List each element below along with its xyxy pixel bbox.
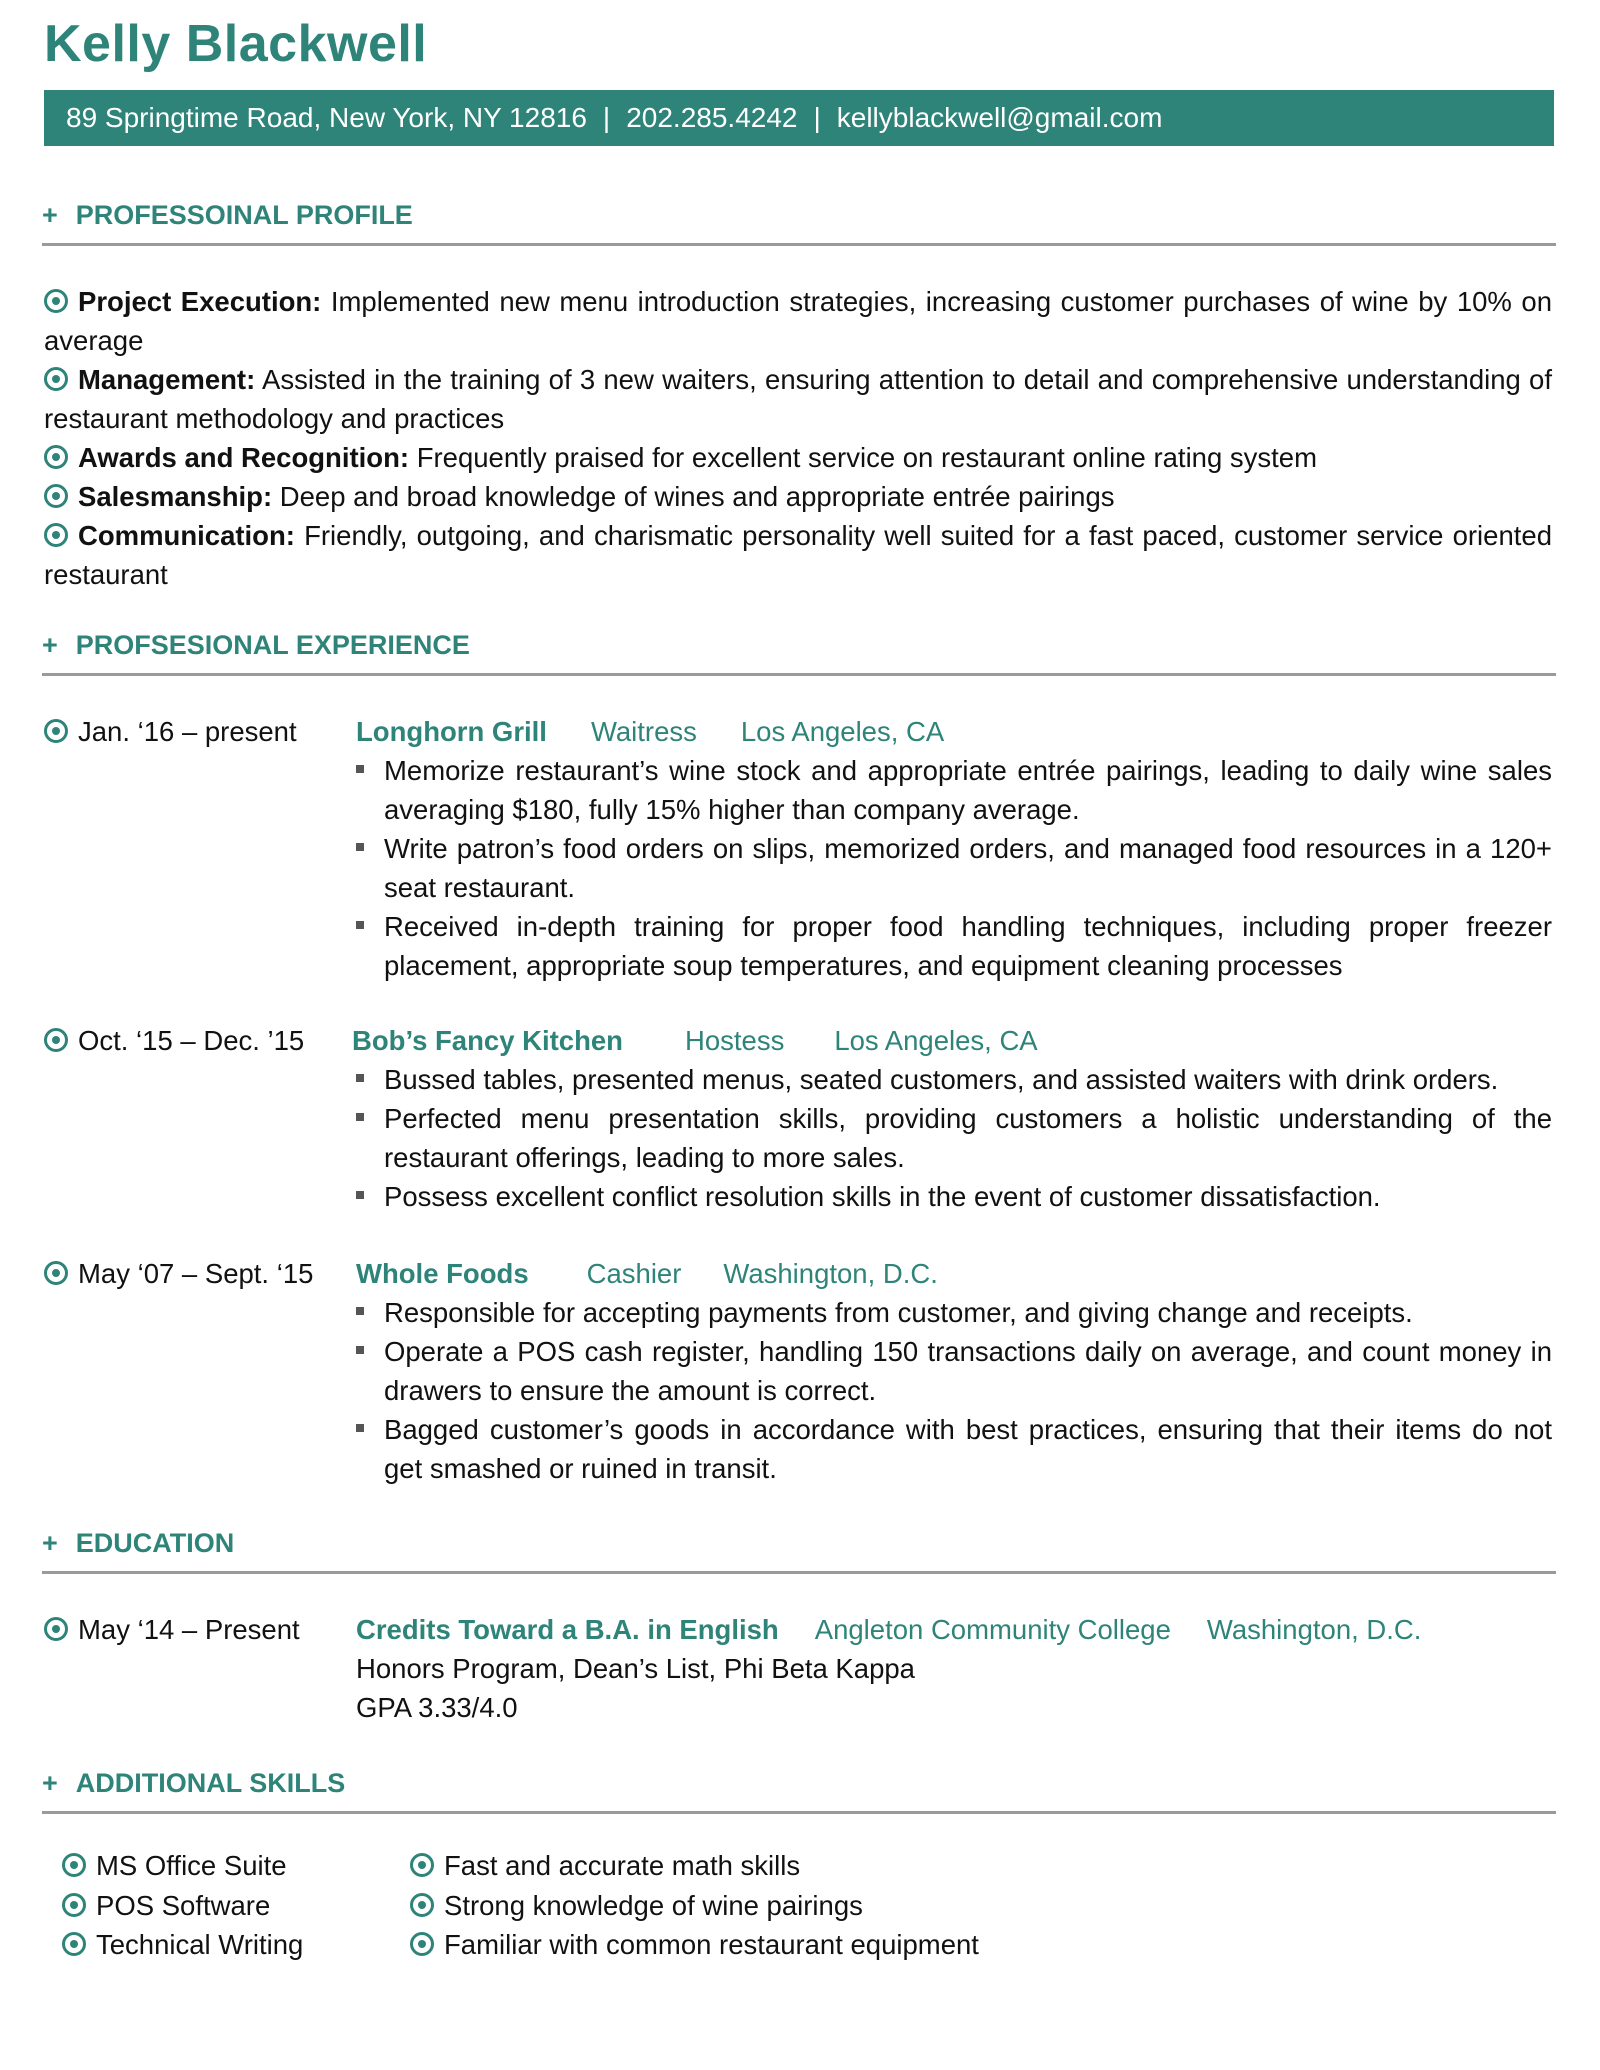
job-header — [352, 1021, 1038, 1060]
skill-item: MS Office Suite — [62, 1846, 303, 1886]
skills-list-left — [62, 1846, 303, 1965]
profile-item — [44, 438, 1552, 477]
phone: 202.285.4242 — [626, 102, 798, 133]
job-role: Hostess — [684, 1025, 785, 1056]
list-item: Bagged customer’s goods in accordance with best practices, ensuring that their items do not get smashed or ruined in transit. — [352, 1410, 1552, 1488]
target-bullet-icon — [44, 289, 68, 313]
profile-item — [44, 477, 1552, 516]
list-item: Possess excellent conflict resolution skills in the event of customer dissatisfaction. — [352, 1177, 1552, 1216]
skills-list-right — [410, 1846, 979, 1965]
plus-icon: + — [42, 630, 58, 660]
target-bullet-icon — [44, 367, 68, 391]
job-dates: May ‘07 – Sept. ‘15 — [44, 1254, 313, 1293]
address: 89 Springtime Road, New York, NY 12816 — [66, 102, 587, 133]
target-bullet-icon — [44, 1028, 68, 1052]
job-dates: Jan. ‘16 – present — [44, 712, 297, 751]
profile-label: Salesmanship: — [78, 481, 273, 512]
target-bullet-icon — [410, 1853, 434, 1877]
education-gpa: GPA 3.33/4.0 — [356, 1692, 518, 1723]
square-bullet-icon — [356, 1346, 364, 1354]
education-details — [356, 1649, 915, 1727]
job-location: Los Angeles, CA — [834, 1025, 1038, 1056]
section-heading-experience — [42, 630, 1556, 676]
square-bullet-icon — [356, 1307, 364, 1315]
target-bullet-icon — [44, 1261, 68, 1285]
list-item: Bussed tables, presented menus, seated customers, and assisted waiters with drink orders. — [352, 1060, 1552, 1099]
section-title: EDUCATION — [75, 1528, 235, 1558]
target-bullet-icon — [44, 484, 68, 508]
job-org: Bob’s Fancy Kitchen — [352, 1025, 623, 1056]
skill-item: Technical Writing — [62, 1925, 303, 1965]
job-org: Longhorn Grill — [356, 716, 547, 747]
email[interactable]: kellyblackwell@gmail.com — [836, 102, 1163, 133]
profile-item — [44, 282, 1552, 360]
target-bullet-icon — [44, 523, 68, 547]
target-bullet-icon — [62, 1932, 86, 1956]
square-bullet-icon — [356, 765, 364, 773]
job-role: Cashier — [586, 1258, 682, 1289]
plus-icon: + — [42, 200, 58, 230]
list-item: Operate a POS cash register, handling 150 transactions daily on average, and count money in drawers to ensure the amount is correct. — [352, 1332, 1552, 1410]
list-item: Perfected menu presentation skills, providing customers a holistic understanding of the restaurant offerings, leading to more sales. — [352, 1099, 1552, 1177]
job-location: Los Angeles, CA — [740, 716, 945, 747]
job-bullets — [352, 1293, 1552, 1488]
profile-list — [44, 282, 1552, 594]
profile-text: Deep and broad knowledge of wines and appropriate entrée pairings — [272, 481, 1115, 512]
education-dates: May ‘14 – Present — [44, 1610, 300, 1649]
profile-text: Implemented new menu introduction strategies, increasing customer purchases of wine by 10% on average — [44, 286, 1552, 356]
plus-icon: + — [42, 1768, 58, 1798]
section-title: PROFSESIONAL EXPERIENCE — [75, 630, 470, 660]
section-heading-education — [42, 1528, 1556, 1574]
target-bullet-icon — [44, 719, 68, 743]
section-heading-profile — [42, 200, 1556, 246]
profile-text: Friendly, outgoing, and charismatic personality well suited for a fast paced, customer service oriented restaurant — [44, 520, 1552, 590]
education-location: Washington, D.C. — [1206, 1614, 1422, 1645]
profile-text: Assisted in the training of 3 new waiters, ensuring attention to detail and comprehensive understanding of restaurant methodology and practices — [44, 364, 1552, 434]
profile-label: Management: — [78, 364, 256, 395]
skill-item: Familiar with common restaurant equipment — [410, 1925, 979, 1965]
job-org: Whole Foods — [356, 1258, 529, 1289]
square-bullet-icon — [356, 1074, 364, 1082]
profile-text: Frequently praised for excellent service on restaurant online rating system — [409, 442, 1318, 473]
job-bullets — [352, 1060, 1552, 1216]
job-bullets — [352, 751, 1552, 985]
job-role: Waitress — [590, 716, 697, 747]
education-degree: Credits Toward a B.A. in English — [356, 1614, 779, 1645]
job-dates: Oct. ‘15 – Dec. ’15 — [44, 1021, 304, 1060]
target-bullet-icon — [44, 445, 68, 469]
list-item: Memorize restaurant’s wine stock and appropriate entrée pairings, leading to daily wine sales averaging $180, fully 15% higher than company average. — [352, 751, 1552, 829]
target-bullet-icon — [62, 1853, 86, 1877]
section-heading-skills — [42, 1768, 1556, 1814]
target-bullet-icon — [410, 1893, 434, 1917]
skill-item: Strong knowledge of wine pairings — [410, 1886, 979, 1926]
list-item: Responsible for accepting payments from customer, and giving change and receipts. — [352, 1293, 1552, 1332]
target-bullet-icon — [44, 1617, 68, 1641]
education-school: Angleton Community College — [814, 1614, 1171, 1645]
profile-label: Project Execution: — [78, 286, 322, 317]
candidate-name: Kelly Blackwell — [44, 15, 428, 73]
job-header — [356, 712, 944, 751]
list-item: Write patron’s food orders on slips, memorized orders, and managed food resources in a 120+ seat restaurant. — [352, 829, 1552, 907]
separator: | — [813, 102, 821, 133]
profile-label: Communication: — [78, 520, 295, 551]
square-bullet-icon — [356, 1113, 364, 1121]
plus-icon: + — [42, 1528, 58, 1558]
profile-item — [44, 360, 1552, 438]
square-bullet-icon — [356, 843, 364, 851]
section-title: PROFESSOINAL PROFILE — [75, 200, 413, 230]
square-bullet-icon — [356, 1191, 364, 1199]
skill-item: POS Software — [62, 1886, 303, 1926]
skill-item: Fast and accurate math skills — [410, 1846, 979, 1886]
target-bullet-icon — [410, 1932, 434, 1956]
education-header — [356, 1610, 1421, 1649]
target-bullet-icon — [62, 1893, 86, 1917]
square-bullet-icon — [356, 1424, 364, 1432]
list-item: Received in-depth training for proper food handling techniques, including proper freezer placement, appropriate soup temperatures, and equipment cleaning processes — [352, 907, 1552, 985]
square-bullet-icon — [356, 921, 364, 929]
profile-item — [44, 516, 1552, 594]
job-header — [356, 1254, 938, 1293]
education-honors: Honors Program, Dean’s List, Phi Beta Kappa — [356, 1653, 915, 1684]
contact-bar — [44, 90, 1554, 146]
separator: | — [602, 102, 611, 133]
section-title: ADDITIONAL SKILLS — [75, 1768, 346, 1798]
profile-label: Awards and Recognition: — [78, 442, 410, 473]
job-location: Washington, D.C. — [723, 1258, 938, 1289]
